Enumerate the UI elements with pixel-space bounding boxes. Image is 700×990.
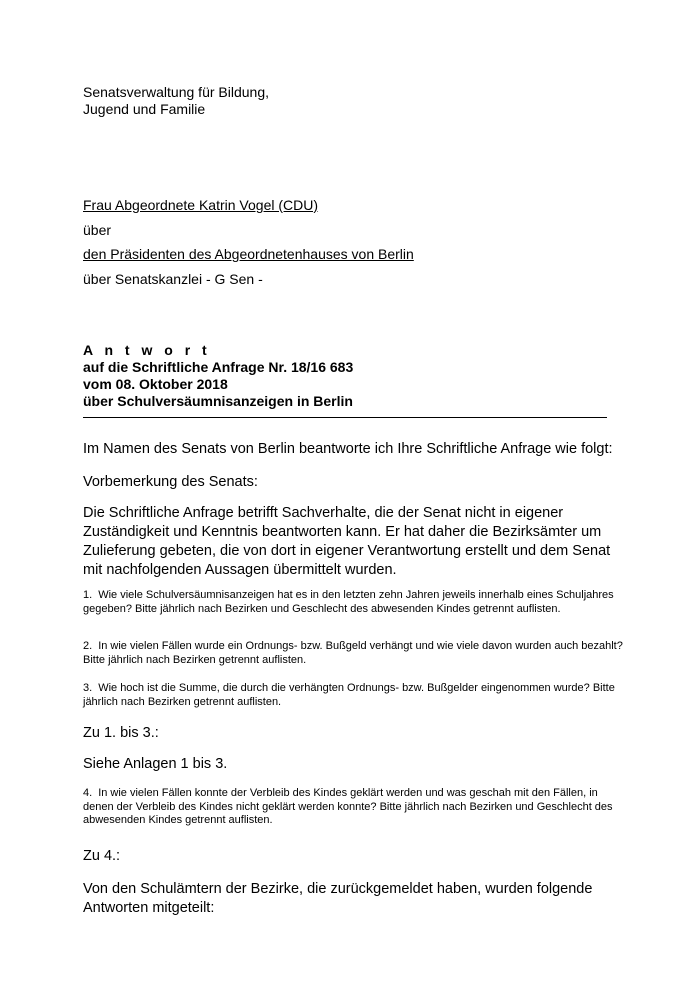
via-line-1: über xyxy=(83,222,112,238)
sender-block xyxy=(83,84,269,118)
preliminary-heading: Vorbemerkung des Senats: xyxy=(83,474,258,490)
question-2 xyxy=(83,640,623,667)
question-number: 2. xyxy=(83,640,93,652)
question-number: 4. xyxy=(83,787,93,799)
title-subject: über Schulversäumnisanzeigen in Berlin xyxy=(83,393,353,409)
question-1 xyxy=(83,589,623,616)
answer-4-heading: Zu 4.: xyxy=(83,848,121,864)
intro-text: Im Namen des Senats von Berlin beantworte ich Ihre Schriftliche Anfrage wie folgt: xyxy=(83,441,613,457)
preliminary-text: Die Schriftliche Anfrage betrifft Sachverhalte, die der Senat nicht in eigener Zuständigkeit und Kenntnis beantworten kann. Er hat daher die Bezirksämter um Zulieferung gebeten, die von dort in eigener Verantwortung erstellt und dem Senat mit nachfolgenden Aussagen übermittelt wurden. xyxy=(83,505,611,578)
answer-1-3-text: Siehe Anlagen 1 bis 3. xyxy=(83,756,228,772)
title-inquiry-number: auf die Schriftliche Anfrage Nr. 18/16 683 xyxy=(83,359,354,375)
title-antwort: A n t w o r t xyxy=(83,342,211,358)
president-line: den Präsidenten des Abgeordnetenhauses von Berlin xyxy=(83,246,414,262)
addressee: Frau Abgeordnete Katrin Vogel (CDU) xyxy=(83,197,319,213)
question-text: Wie hoch ist die Summe, die durch die verhängten Ordnungs- bzw. Bußgelder eingenommen wurde? Bitte jährlich nach Bezirken getrennt auflisten. xyxy=(83,682,615,708)
question-3 xyxy=(83,682,623,709)
answer-1-3-heading: Zu 1. bis 3.: xyxy=(83,725,159,741)
title-divider xyxy=(83,417,607,418)
sender-line-1: Senatsverwaltung für Bildung, xyxy=(83,84,269,100)
question-text: Wie viele Schulversäumnisanzeigen hat es in den letzten zehn Jahren jeweils innerhalb eines Schuljahres gegeben? Bitte jährlich nach Bezirken und Geschlecht des abwesenden Kindes getrennt auflisten. xyxy=(83,589,614,615)
question-text: In wie vielen Fällen wurde ein Ordnungs- bzw. Bußgeld verhängt und wie viele davon wurden auch bezahlt? Bitte jährlich nach Bezirken getrennt auflisten. xyxy=(83,640,623,666)
sender-line-2: Jugend und Familie xyxy=(83,101,206,117)
answer-4-text: Von den Schulämtern der Bezirke, die zurückgemeldet haben, wurden folgende Antworten mitgeteilt: xyxy=(83,881,593,916)
question-4 xyxy=(83,787,623,828)
question-number: 3. xyxy=(83,682,93,694)
via-line-2: über Senatskanzlei - G Sen - xyxy=(83,271,263,287)
title-block xyxy=(83,342,353,410)
question-number: 1. xyxy=(83,589,93,601)
question-text: In wie vielen Fällen konnte der Verbleib des Kindes geklärt werden und was geschah mit den Fällen, in denen der Verbleib des Kindes nicht geklärt werden konnte? Bitte jährlich nach Bezirken und Geschlecht des abwesenden Kindes getrennt auflisten. xyxy=(83,787,613,826)
title-date: vom 08. Oktober 2018 xyxy=(83,376,228,392)
